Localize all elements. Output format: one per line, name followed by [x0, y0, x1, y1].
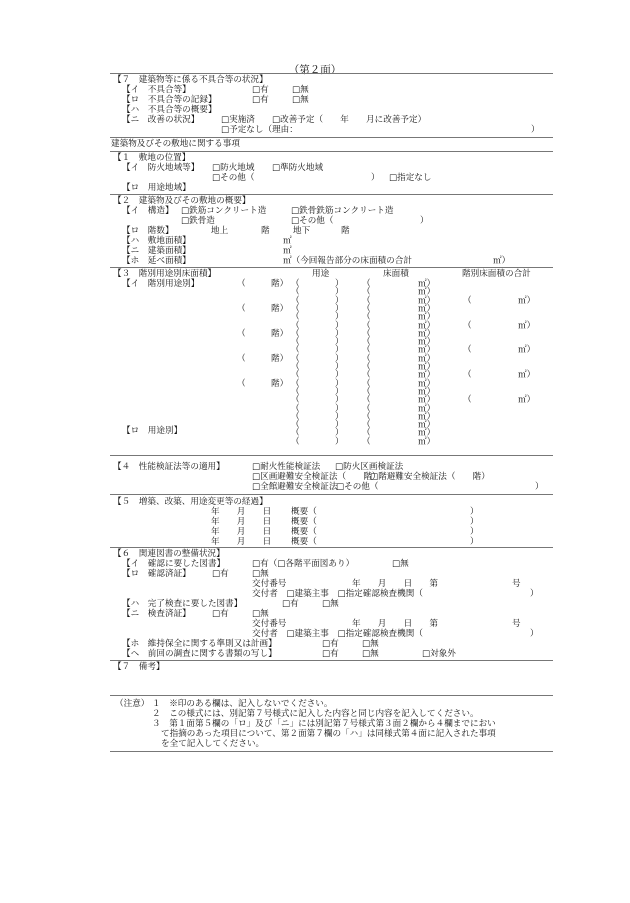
s7-ro-yes-checkbox[interactable]: □有 — [252, 95, 269, 105]
s7-ro-no-checkbox[interactable]: □無 — [292, 95, 309, 105]
area-unit: ㎡） — [418, 412, 436, 422]
use-field[interactable]: （ — [291, 304, 300, 314]
floor-total-field[interactable]: （ — [463, 321, 472, 331]
floor-total-field[interactable]: （ — [463, 345, 472, 355]
note-2: ２ この様式には、別記第７号様式に記入した内容と同じ内容を記入してください。 — [152, 709, 479, 719]
area-unit: ㎡） — [418, 321, 436, 331]
s7-ni-label: 【ニ 改善の状況】 — [122, 115, 200, 125]
s2-ha-label: 【ハ 敷地面積】 — [122, 236, 191, 246]
area-field[interactable]: （ — [362, 379, 371, 389]
s6-ro-number-label: 交付番号 — [252, 579, 287, 589]
paren-close: ） — [531, 125, 540, 135]
src-checkbox[interactable]: □鉄骨鉄筋コンクリート造 — [291, 206, 394, 216]
s6-he-yes-checkbox[interactable]: □有 — [322, 649, 339, 659]
s6-ni-no-checkbox[interactable]: □無 — [252, 609, 269, 619]
paren-close: ） — [470, 537, 479, 547]
area-unit: ㎡） — [418, 304, 436, 314]
use-field-close: ） — [335, 279, 344, 289]
area-unit: ㎡） — [418, 404, 436, 414]
use-field[interactable]: （ — [291, 420, 300, 430]
floor-total-unit: ㎡） — [518, 395, 536, 405]
note-3-cont2: を全て記入してください。 — [161, 739, 265, 749]
area-field[interactable]: （ — [362, 404, 371, 414]
s6-heading: 【６ 関連図書の整備状況】 — [113, 549, 225, 559]
paren-close: ） — [470, 527, 479, 537]
paren-close: ） — [371, 173, 380, 183]
area-unit: ㎡） — [418, 354, 436, 364]
s7-ha-label: 【ハ 不具合等の概要】 — [122, 105, 217, 115]
s7-ro-label: 【ロ 不具合等の記録】 — [122, 95, 217, 105]
note-3-cont: て指摘のあった項目について、第２面第７欄の「ハ」は同様式第４面に記入された事項 — [161, 729, 496, 739]
number-suffix: 号 — [512, 619, 521, 629]
paren-close: ） — [470, 517, 479, 527]
area-field[interactable]: （ — [362, 420, 371, 430]
s6-ro-yes-checkbox[interactable]: □有 — [212, 569, 229, 579]
ho-note: ㎡（今回報告部分の床面積の合計 — [283, 256, 412, 266]
s7-remarks-heading: 【７ 備考】 — [113, 662, 165, 672]
floor-total-field[interactable]: （ — [463, 296, 472, 306]
area-field[interactable]: （ — [362, 362, 371, 372]
area-field[interactable]: （ — [362, 428, 371, 438]
s6-he-na-checkbox[interactable]: □対象外 — [422, 649, 456, 659]
s7-i-label: 【イ 不具合等】 — [122, 85, 191, 95]
s6-he-label: 【ヘ 前回の調査に関する書類の写し】 — [122, 649, 277, 659]
area-unit: ㎡） — [418, 420, 436, 430]
use-field-close: ） — [335, 370, 344, 380]
use-field[interactable]: （ — [291, 370, 300, 380]
floor-input-close: 階） — [271, 279, 289, 289]
use-field[interactable]: （ — [291, 387, 300, 397]
use-field[interactable]: （ — [291, 345, 300, 355]
s2-ho-label: 【ホ 延べ面積】 — [122, 256, 191, 266]
s7-i-yes-checkbox[interactable]: □有 — [252, 85, 269, 95]
s2-heading: 【２ 建築物及びその敷地の概要】 — [113, 196, 251, 206]
s1-heading: 【１ 敷地の位置】 — [113, 153, 191, 163]
s1-i-label: 【イ 防火地域等】 — [122, 163, 200, 173]
use-field-close: ） — [335, 345, 344, 355]
paren-close: ） — [530, 629, 539, 639]
use-field-close: ） — [335, 428, 344, 438]
floor-input-close: 階） — [271, 379, 289, 389]
floor-input-close: 階） — [271, 354, 289, 364]
s7-heading: 【７ 建築物等に係る不具合等の状況】 — [113, 75, 268, 85]
area-field[interactable]: （ — [362, 296, 371, 306]
use-field[interactable]: （ — [291, 362, 300, 372]
floor-input-close: 階） — [271, 329, 289, 339]
area-field[interactable]: （ — [362, 329, 371, 339]
use-field-close: ） — [335, 395, 344, 405]
s5-heading: 【５ 増築、改築、用途変更等の経過】 — [113, 497, 268, 507]
use-field[interactable]: （ — [291, 395, 300, 405]
divider — [110, 660, 553, 661]
divider — [110, 494, 553, 495]
number-suffix: 号 — [512, 579, 521, 589]
divider — [110, 695, 553, 696]
use-field-close: ） — [335, 387, 344, 397]
paren-close: ） — [535, 482, 544, 492]
use-field-close: ） — [335, 304, 344, 314]
col-use-header: 用途 — [312, 269, 330, 279]
s3-heading: 【３ 階別用途別床面積】 — [113, 269, 217, 279]
fire-other-checkbox[interactable]: □その他（ — [212, 173, 255, 183]
use-field[interactable]: （ — [291, 321, 300, 331]
area-field[interactable]: （ — [362, 412, 371, 422]
fire-resist-checkbox[interactable]: □耐火性能検証法 — [252, 462, 321, 472]
col-area-header: 床面積 — [383, 269, 409, 279]
s6-i-no-checkbox[interactable]: □無 — [392, 559, 409, 569]
area-unit: ㎡） — [418, 395, 436, 405]
s6-ni-date: 年 月 日 第 — [352, 619, 438, 629]
s7-i-no-checkbox[interactable]: □無 — [292, 85, 309, 95]
use-field-close: ） — [335, 437, 344, 447]
floor-unit: 階 — [261, 226, 270, 236]
use-field[interactable]: （ — [291, 287, 300, 297]
area-unit: ㎡） — [418, 279, 436, 289]
s6-he-no-checkbox[interactable]: □無 — [362, 649, 379, 659]
history-summary[interactable]: 概要（ — [291, 527, 317, 537]
note-3: ３ 第１面第５欄の「ロ」及び「ニ」には別記第７号様式第３面２欄から４欄までにおい — [152, 719, 496, 729]
floor-total-field[interactable]: （ — [463, 370, 472, 380]
section-header: 建築物及びその敷地に関する事項 — [111, 139, 240, 149]
s6-ha-label: 【ハ 完了検査に要した図書】 — [122, 599, 243, 609]
steel-checkbox[interactable]: □鉄骨造 — [181, 216, 215, 226]
area-unit: ㎡） — [418, 329, 436, 339]
s2-ni-label: 【ニ 建築面積】 — [122, 246, 191, 256]
paren-close: ） — [420, 216, 429, 226]
rc-checkbox[interactable]: □鉄筋コンクリート造 — [181, 206, 267, 216]
use-field-close: ） — [335, 287, 344, 297]
floor-total-field[interactable]: （ — [463, 395, 472, 405]
area-field[interactable]: （ — [362, 437, 371, 447]
use-field-close: ） — [335, 420, 344, 430]
divider — [110, 151, 553, 152]
below-ground-label: 地下 — [293, 226, 311, 236]
history-summary[interactable]: 概要（ — [291, 507, 317, 517]
area-field[interactable]: （ — [362, 279, 371, 289]
s6-ni-label: 【ニ 検査済証】 — [122, 609, 191, 619]
not-designated-checkbox[interactable]: □指定なし — [389, 173, 432, 183]
area-unit: ㎡） — [418, 296, 436, 306]
area-field[interactable]: （ — [362, 312, 371, 322]
s6-ho-label: 【ホ 維持保全に関する準則又は計画】 — [122, 639, 277, 649]
s6-ro-no-checkbox[interactable]: □無 — [252, 569, 269, 579]
page-title: （第２面） — [288, 64, 342, 76]
paren-close: ） — [530, 589, 539, 599]
use-field-close: ） — [335, 296, 344, 306]
perf-other-checkbox[interactable]: □その他（ — [336, 482, 379, 492]
use-field-close: ） — [335, 379, 344, 389]
use-field-close: ） — [335, 404, 344, 414]
area-unit: ㎡） — [418, 437, 436, 447]
divider — [110, 751, 553, 752]
use-field-close: ） — [335, 329, 344, 339]
area-unit: ㎡） — [418, 337, 436, 347]
s6-ho-no-checkbox[interactable]: □無 — [362, 639, 379, 649]
area-field[interactable]: （ — [362, 321, 371, 331]
floor-input-open: （ — [237, 304, 246, 314]
area-unit: ㎡） — [418, 312, 436, 322]
use-field-close: ） — [335, 312, 344, 322]
use-field[interactable]: （ — [291, 337, 300, 347]
s6-ni-issuer[interactable]: 交付者 □建築主事 □指定確認検査機関（ — [252, 629, 423, 639]
s1-ro-label: 【ロ 用途地域】 — [122, 183, 191, 193]
s6-ro-issuer[interactable]: 交付者 □建築主事 □指定確認検査機関（ — [252, 589, 423, 599]
use-field[interactable]: （ — [291, 404, 300, 414]
s6-ha-yes-checkbox[interactable]: □有 — [282, 599, 299, 609]
fire-zone-checkbox[interactable]: □防火地域 — [212, 163, 255, 173]
use-field-close: ） — [335, 362, 344, 372]
paren-close: ） — [470, 507, 479, 517]
use-field[interactable]: （ — [291, 428, 300, 438]
area-field[interactable]: （ — [362, 387, 371, 397]
s2-ro-label: 【ロ 階数】 — [122, 226, 174, 236]
divider — [110, 267, 553, 268]
area-unit: ㎡） — [418, 345, 436, 355]
area-unit: ㎡） — [418, 387, 436, 397]
floor-unit: 階 — [341, 226, 350, 236]
floor-input-open: （ — [237, 354, 246, 364]
history-date: 年 月 日 — [211, 537, 272, 547]
floor-input-open: （ — [237, 379, 246, 389]
sqm-close: ㎡） — [493, 256, 511, 266]
use-field-close: ） — [335, 337, 344, 347]
area-unit: ㎡） — [418, 287, 436, 297]
area-unit: ㎡） — [418, 379, 436, 389]
floor-evac-checkbox[interactable]: □階避難安全検証法（ 階） — [370, 472, 490, 482]
use-field-close: ） — [335, 321, 344, 331]
s6-i-yes-checkbox[interactable]: □有（□各階平面図あり） — [252, 559, 355, 569]
s6-ni-yes-checkbox[interactable]: □有 — [212, 609, 229, 619]
area-field[interactable]: （ — [362, 304, 371, 314]
divider — [110, 547, 553, 548]
area-field[interactable]: （ — [362, 345, 371, 355]
area-unit: ㎡） — [418, 428, 436, 438]
floor-total-unit: ㎡） — [518, 370, 536, 380]
s6-i-label: 【イ 確認に要した図書】 — [122, 559, 226, 569]
use-field[interactable]: （ — [291, 354, 300, 364]
history-summary[interactable]: 概要（ — [291, 517, 317, 527]
s2-i-label: 【イ 構造】 — [122, 206, 174, 216]
floor-total-unit: ㎡） — [518, 296, 536, 306]
use-field[interactable]: （ — [291, 296, 300, 306]
divider — [110, 137, 553, 138]
floor-input-open: （ — [237, 279, 246, 289]
s4-heading: 【４ 性能検証法等の適用】 — [113, 462, 225, 472]
floor-input-open: （ — [237, 329, 246, 339]
s6-ni-number-label: 交付番号 — [252, 619, 287, 629]
floor-total-unit: ㎡） — [518, 345, 536, 355]
s6-ha-no-checkbox[interactable]: □無 — [322, 599, 339, 609]
history-date: 年 月 日 — [211, 517, 272, 527]
history-date: 年 月 日 — [211, 527, 272, 537]
s3-ro-label: 【ロ 用途別】 — [122, 426, 183, 436]
s3-i-label: 【イ 階別用途別】 — [122, 279, 200, 289]
notes-label: （注意） — [115, 699, 150, 709]
col-total-header: 階別床面積の合計 — [462, 269, 531, 279]
area-field[interactable]: （ — [362, 287, 371, 297]
use-field[interactable]: （ — [291, 437, 300, 447]
s6-ro-label: 【ロ 確認済証】 — [122, 569, 191, 579]
use-field-close: ） — [335, 354, 344, 364]
s6-ro-date: 年 月 日 第 — [352, 579, 438, 589]
area-field[interactable]: （ — [362, 370, 371, 380]
building-evac-checkbox[interactable]: □全館避難安全検証法 — [252, 482, 338, 492]
area-field[interactable]: （ — [362, 354, 371, 364]
floor-input-close: 階） — [271, 304, 289, 314]
divider — [110, 194, 553, 195]
quasi-fire-zone-checkbox[interactable]: □準防火地域 — [272, 163, 324, 173]
area-field[interactable]: （ — [362, 337, 371, 347]
area-field[interactable]: （ — [362, 395, 371, 405]
floor-total-unit: ㎡） — [518, 321, 536, 331]
s6-ho-yes-checkbox[interactable]: □有 — [322, 639, 339, 649]
above-ground-label: 地上 — [211, 226, 229, 236]
use-field[interactable]: （ — [291, 312, 300, 322]
note-1: １ ※印のある欄は、記入しないでください。 — [152, 699, 333, 709]
use-field-close: ） — [335, 412, 344, 422]
sqm-unit: ㎡ — [283, 246, 292, 256]
use-field[interactable]: （ — [291, 279, 300, 289]
area-evac-checkbox[interactable]: □区画避難安全検証法（ 階） — [252, 472, 381, 482]
use-field[interactable]: （ — [291, 379, 300, 389]
sqm-unit: ㎡ — [283, 236, 292, 246]
divider — [110, 455, 553, 456]
use-field[interactable]: （ — [291, 329, 300, 339]
history-summary[interactable]: 概要（ — [291, 537, 317, 547]
divider — [110, 73, 553, 74]
fire-compartment-checkbox[interactable]: □防火区画検証法 — [335, 462, 404, 472]
s7-ni-none-checkbox[interactable]: □予定なし（理由： — [221, 125, 298, 135]
s7-ni-planned-checkbox[interactable]: □改善予定（ 年 月に改善予定） — [272, 115, 427, 125]
structure-other-checkbox[interactable]: □その他（ — [291, 216, 334, 226]
area-unit: ㎡） — [418, 370, 436, 380]
area-unit: ㎡） — [418, 362, 436, 372]
s7-ni-done-checkbox[interactable]: □実施済 — [221, 115, 255, 125]
use-field[interactable]: （ — [291, 412, 300, 422]
history-date: 年 月 日 — [211, 507, 272, 517]
